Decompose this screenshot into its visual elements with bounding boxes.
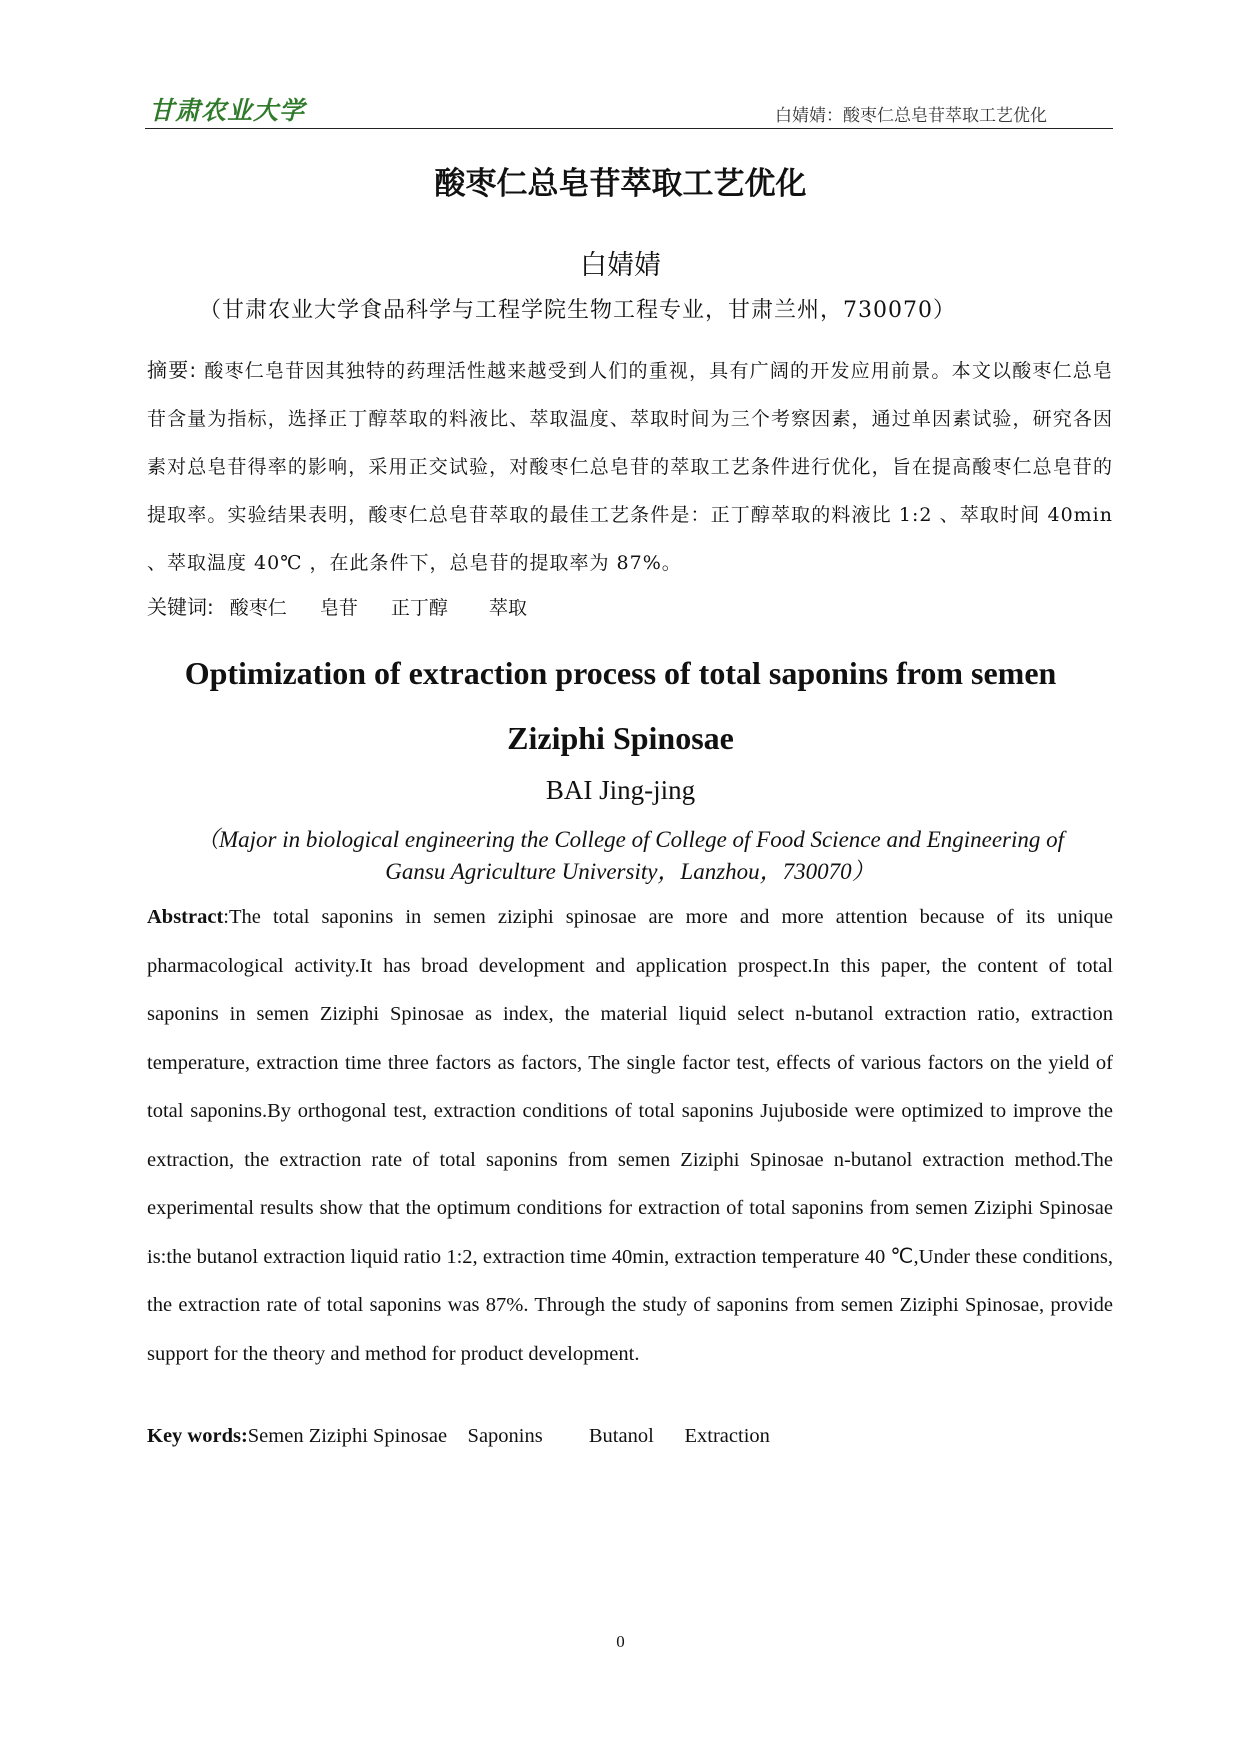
chinese-abstract-label: 摘要:	[147, 358, 198, 382]
chinese-keyword: 萃取	[488, 597, 527, 619]
english-title-line-1: Optimization of extraction process of total saponins from semen	[184, 655, 1057, 691]
english-abstract-label: Abstract	[147, 906, 224, 928]
english-affiliation	[160, 824, 1100, 888]
english-affiliation-line-2: Gansu Agriculture University，Lanzhou，730070）	[385, 859, 875, 884]
university-logo: 甘肃农业大学	[149, 96, 306, 125]
chinese-abstract	[147, 346, 1113, 587]
page-header	[145, 88, 1113, 129]
english-title	[0, 641, 1241, 771]
running-title: 白婧婧：酸枣仁总皂苷萃取工艺优化	[775, 106, 1047, 126]
english-abstract	[147, 893, 1113, 1378]
chinese-keyword: 皂苷	[319, 597, 358, 619]
english-keywords	[147, 1425, 770, 1448]
chinese-keywords-label: 关键词:	[147, 595, 214, 619]
chinese-keywords	[147, 591, 554, 620]
chinese-affiliation: （甘肃农业大学食品科学与工程学院生物工程专业，甘肃兰州，730070）	[199, 298, 956, 323]
english-affiliation-line-1: （Major in biological engineering the College of College of Food Science and Engineering of	[195, 827, 1065, 852]
english-author: BAI Jing-jing	[545, 775, 696, 805]
chinese-abstract-text: 酸枣仁皂苷因其独特的药理活性越来越受到人们的重视，具有广阔的开发应用前景。本文以酸枣仁总皂苷含量为指标，选择正丁醇萃取的料液比、萃取温度、萃取时间为三个考察因素，通过单因素试验，研究各因素对总皂苷得率的影响，采用正交试验，对酸枣仁总皂苷的萃取工艺条件进行优化，旨在提高酸枣仁总皂苷的提取率。实验结果表明，酸枣仁总皂苷萃取的最佳工艺条件是：正丁醇萃取的料液比 1:2 、萃取时间 40min 、萃取温度 40℃ ，在此条件下，总皂苷的提取率为 87%。	[147, 360, 1113, 574]
english-keywords-label: Key words:	[147, 1425, 248, 1447]
english-abstract-text: :The total saponins in semen ziziphi spinosae are more and more attention because of its unique pharmacological activity.It has broad development and application prospect.In this paper, the content of total saponins in semen Ziziphi Spinosae as index, the material liquid select n-butanol extraction ratio, extraction temperature, extraction time three factors as factors, The single factor test, effects of various factors on the yield of total saponins.By orthogonal test, extraction conditions of total saponins Jujuboside were optimized to improve the extraction, the extraction rate of total saponins from semen Ziziphi Spinosae n-butanol extraction method.The experimental results show that the optimum conditions for extraction of total saponins from semen Ziziphi Spinosae is:the butanol extraction liquid ratio 1:2, extraction time 40min, extraction temperature 40 ℃,Under these conditions, the extraction rate of total saponins was 87%. Through the study of saponins from semen Ziziphi Spinosae, provide support for the theory and method for product development.	[147, 906, 1113, 1365]
chinese-author: 白婧婧	[580, 250, 661, 281]
chinese-keyword: 正丁醇	[390, 597, 448, 619]
english-keywords-text: Semen Ziziphi Spinosae Saponins Butanol Extraction	[247, 1425, 770, 1447]
page-number: 0	[616, 1632, 625, 1651]
chinese-title: 酸枣仁总皂苷萃取工艺优化	[434, 166, 807, 202]
english-title-line-2: Ziziphi Spinosae	[507, 720, 734, 756]
chinese-keyword: 酸枣仁	[229, 597, 287, 619]
